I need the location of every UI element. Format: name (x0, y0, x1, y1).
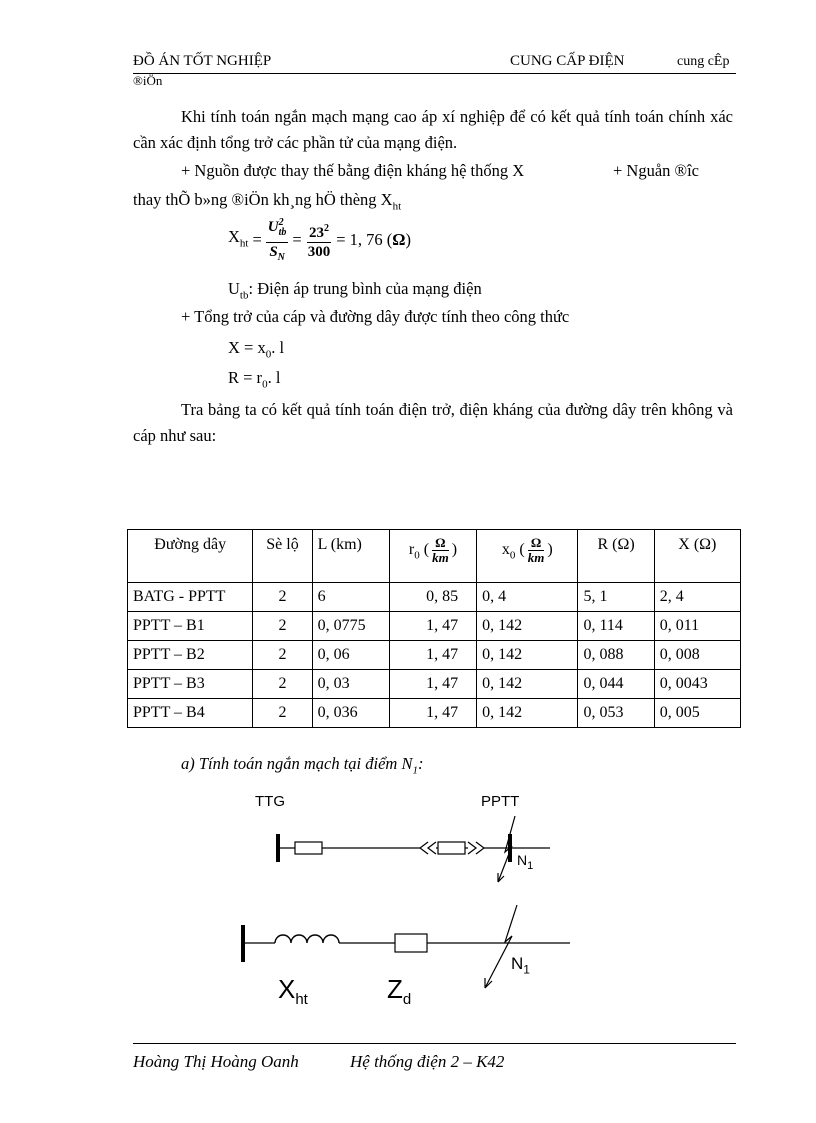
cell-line: BATG - PPTT (128, 583, 253, 612)
cell-count: 2 (253, 612, 312, 641)
single-line-diagram (260, 812, 570, 887)
paragraph-table-intro: Tra bảng ta có kết quả tính toán điện trở, điện kháng của đường dây trên không và cáp như sau: (133, 400, 733, 445)
line-parameters-table (127, 529, 741, 728)
resistor-icon (395, 934, 427, 952)
formula-frac-voltage: $\frac{U^2_{tb}}{S_N}$ (267, 216, 287, 263)
cell-x0: 0, 142 (477, 670, 578, 699)
formula-xht (228, 218, 411, 262)
cell-length: 0, 03 (312, 670, 389, 699)
plug-left-icon (420, 842, 436, 854)
cell-X: 0, 008 (654, 641, 740, 670)
cell-r0: 1, 47 (389, 612, 476, 641)
formula-eq2: = (292, 230, 302, 249)
cell-line: PPTT – B4 (128, 699, 253, 728)
cell-X: 0, 011 (654, 612, 740, 641)
cell-length: 0, 036 (312, 699, 389, 728)
table-row (128, 670, 741, 699)
table-row (128, 699, 741, 728)
formula-eq1: = (252, 230, 262, 249)
footer-rule (133, 1043, 736, 1044)
table-row (128, 612, 741, 641)
label-ttg: TTG (255, 793, 285, 810)
footer-author: Hoàng Thị Hoàng Oanh (133, 1052, 299, 1071)
cell-R: 0, 053 (578, 699, 654, 728)
cell-R: 0, 114 (578, 612, 654, 641)
cell-count: 2 (253, 670, 312, 699)
cell-x0: 0, 142 (477, 612, 578, 641)
source-text-c-main: thay thÕ b»ng ®iÖn kh¸ng hÖ thèng X (133, 190, 393, 209)
cell-length: 0, 0775 (312, 612, 389, 641)
paragraph-source (181, 161, 524, 181)
cell-r0: 1, 47 (389, 670, 476, 699)
equation-r: $R = r_0$. l (228, 368, 281, 391)
source-text-b: + Nguån ®îc (613, 161, 699, 180)
cell-line: PPTT – B3 (128, 670, 253, 699)
label-pptt: PPTT (481, 793, 520, 810)
col-r0: $r_0$ ( $\frac{\Omega}{km}$ ) (389, 530, 476, 583)
cell-r0: 0, 85 (389, 583, 476, 612)
paragraph-intro: Khi tính toán ngắn mạch mạng cao áp xí nghiệp để có kết quả tính toán chính xác cần xác định tổng trở các phần tử của mạng điện. (133, 107, 733, 152)
cell-x0: 0, 142 (477, 699, 578, 728)
fault-arrow-icon (498, 816, 515, 882)
cell-count: 2 (253, 583, 312, 612)
plug-right-icon (465, 842, 484, 854)
col-R: R (Ω) (578, 530, 654, 583)
col-count: Sè lộ (253, 530, 312, 583)
header-right-wrap: ®iÖn (133, 73, 163, 88)
source-text-c-sub: ht (392, 200, 402, 213)
switch-block (295, 842, 322, 854)
cell-x0: 0, 4 (477, 583, 578, 612)
inductor-icon (275, 935, 339, 943)
equation-x: $X = x_0$. l (228, 338, 285, 361)
cell-r0: 1, 47 (389, 641, 476, 670)
section-heading: a) Tính toán ngắn mạch tại điểm $N_1$: (181, 754, 424, 777)
col-X: X (Ω) (654, 530, 740, 583)
paragraph-impedance: + Tổng trở của cáp và đường dây được tính theo công thức (181, 307, 570, 326)
cell-R: 0, 088 (578, 641, 654, 670)
cell-X: 2, 4 (654, 583, 740, 612)
label-xht: $X_{ht}$ (278, 974, 308, 1009)
header-right: cung cÊp (677, 54, 730, 69)
formula-frac-values: $\frac{23^2}{300}$ (307, 222, 331, 260)
col-line: Đường dây (128, 530, 253, 583)
source-text-c (133, 190, 401, 216)
header-left: ĐỒ ÁN TỐT NGHIỆP (133, 53, 272, 69)
cell-R: 0, 044 (578, 670, 654, 699)
cell-length: 6 (312, 583, 389, 612)
cell-count: 2 (253, 641, 312, 670)
cell-R: 5, 1 (578, 583, 654, 612)
cell-line: PPTT – B2 (128, 641, 253, 670)
cable-block (438, 842, 465, 854)
cell-x0: 0, 142 (477, 641, 578, 670)
table-row (128, 583, 741, 612)
footer-course: Hệ thống điện 2 – K42 (350, 1052, 505, 1071)
cell-length: 0, 06 (312, 641, 389, 670)
col-length: L (km) (312, 530, 389, 583)
cell-X: 0, 005 (654, 699, 740, 728)
table-row (128, 641, 741, 670)
fault-label-top: $N_1$ (517, 852, 534, 872)
header-center: CUNG CẤP ĐIỆN (510, 53, 625, 69)
utb-description: $U_{tb}$: Điện áp trung bình của mạng điện (228, 279, 482, 302)
cell-X: 0, 0043 (654, 670, 740, 699)
col-x0: $x_0$ ( $\frac{\Omega}{km}$ ) (477, 530, 578, 583)
source-text-a: + Nguồn được thay thế bằng điện kháng hệ thống X (181, 161, 525, 180)
label-zd: $Z_d$ (387, 974, 412, 1009)
fault-label-bottom: $N_1$ (511, 954, 530, 977)
formula-lhs: $X_{ht}$ (228, 226, 249, 250)
table-header-row (128, 530, 741, 583)
formula-result: = 1, 76 (Ω) (336, 230, 412, 249)
cell-count: 2 (253, 699, 312, 728)
cell-r0: 1, 47 (389, 699, 476, 728)
header-rule (133, 73, 736, 74)
cell-line: PPTT – B1 (128, 612, 253, 641)
